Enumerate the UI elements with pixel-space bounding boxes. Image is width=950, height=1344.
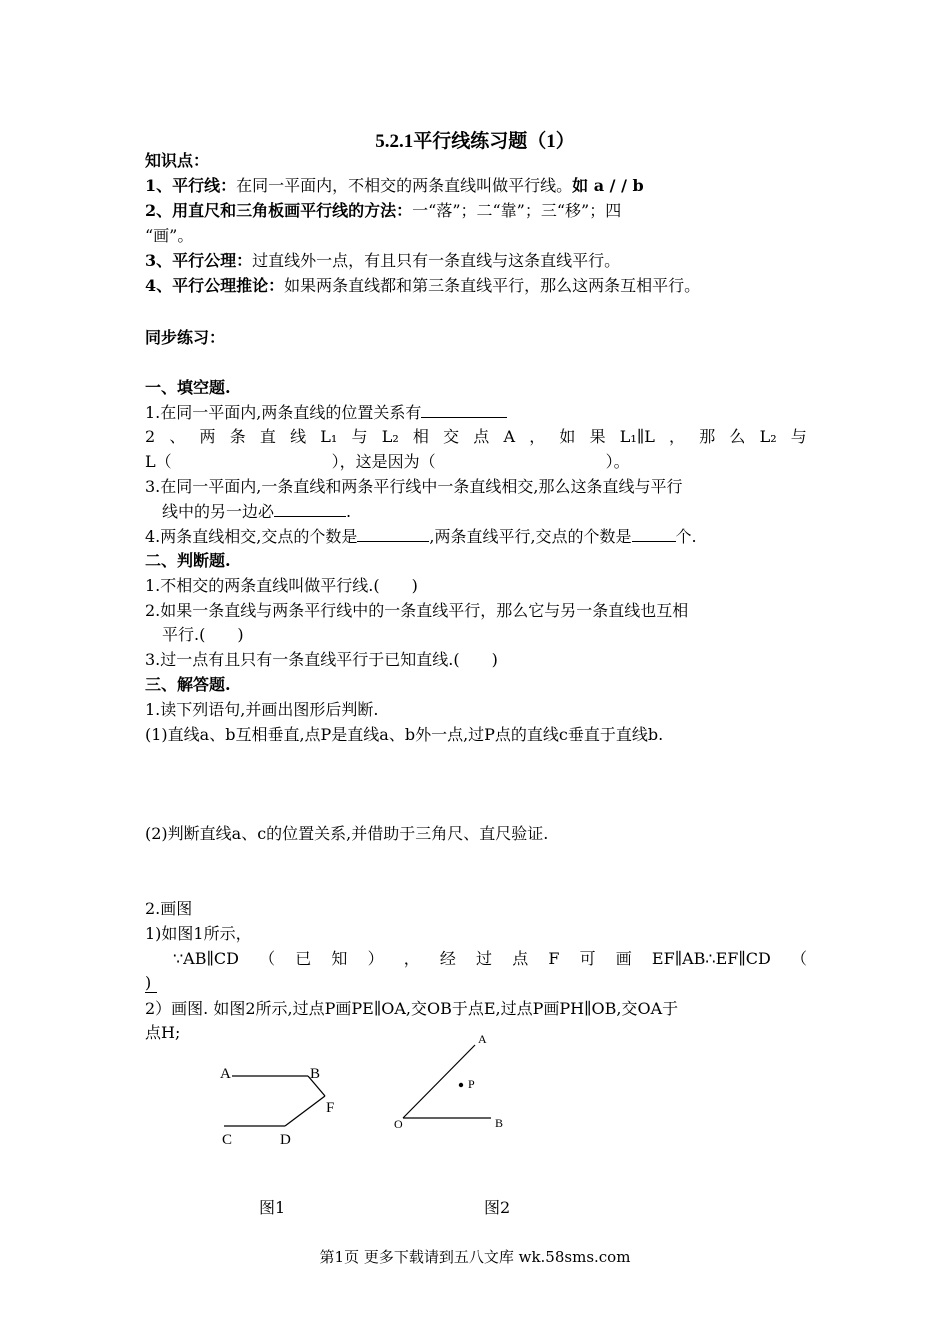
reasoning-word: 可 — [579, 949, 596, 968]
fig2-ray-oa — [403, 1045, 475, 1118]
judge-q1: 1.不相交的两条直线叫做平行线.( ) — [145, 576, 418, 595]
knowledge-1-label: 1、平行线： — [145, 176, 237, 195]
fill-q2-word: 么 — [729, 427, 746, 446]
solve-q2: 2.画图 — [145, 899, 193, 918]
page-footer: 第1页 更多下载请到五八文库 wk.58sms.com — [319, 1248, 631, 1266]
judge-q2: 2.如果一条直线与两条平行线中的一条直线平行，那么它与另一条直线也互相 — [145, 601, 689, 620]
fill-q2-word: L₁ — [320, 427, 338, 446]
fig1-label-f: F — [326, 1100, 335, 1116]
knowledge-1-tail: 如 a / / b — [572, 176, 644, 195]
reasoning-word: 经 — [439, 949, 456, 968]
fill-q2-word: 果 — [589, 427, 606, 446]
fig2-label-b: B — [495, 1116, 504, 1130]
knowledge-2-continuation: “画”。 — [145, 226, 194, 245]
judge-q2-continuation: 平行.( ) — [162, 625, 244, 644]
solve-q2-part2: 2）画图. 如图2所示,过点P画PE∥OA,交OB于点E,过点P画PH∥OB,交OA于 — [145, 999, 679, 1018]
fill-q2-word: 直 — [259, 427, 276, 446]
fill-q1-text: 1.在同一平面内,两条直线的位置关系有 — [145, 403, 422, 422]
fig2-label-o: O — [394, 1117, 403, 1131]
solve-q1: 1.读下列语句,并画出图形后判断. — [145, 700, 379, 719]
sync-heading: 同步练习： — [145, 328, 226, 347]
fill-q2-word: 交 — [443, 427, 460, 446]
fig2-point-p — [459, 1083, 463, 1087]
fill-q3-continuation — [162, 500, 351, 523]
reasoning-word: EF∥AB∴EF∥CD — [651, 949, 771, 968]
reasoning-word: 过 — [476, 949, 493, 968]
fill-q2-word: 与 — [790, 427, 807, 446]
fill-q2-word: L₂ — [759, 427, 777, 446]
fill-q2-word: ， — [669, 427, 686, 446]
judge-q3: 3.过一点有且只有一条直线平行于已知直线.( ) — [145, 650, 498, 669]
fill-q2-word: ， — [529, 427, 546, 446]
fill-q2-word: 两 — [199, 427, 216, 446]
knowledge-heading: 知识点： — [145, 151, 210, 170]
fill-q2-word: 相 — [412, 427, 429, 446]
knowledge-3-text: 过直线外一点，有且只有一条直线与这条直线平行。 — [252, 251, 621, 270]
fill-q4-text-c: 个. — [675, 527, 697, 546]
knowledge-2-label: 2、用直尺和三角板画平行线的方法： — [145, 201, 413, 220]
fill-q2 — [145, 426, 807, 448]
solve-q1-part1: (1)直线a、b互相垂直,点P是直线a、b外一点,过P点的直线c垂直于直线b. — [145, 725, 664, 744]
reasoning-word: 点 — [512, 949, 529, 968]
knowledge-item-2 — [145, 200, 621, 222]
fill-q2-word: 2 — [145, 427, 156, 446]
knowledge-3-label: 3、平行公理： — [145, 251, 253, 270]
reasoning-word: 画 — [615, 949, 632, 968]
fill-q4-blank-2[interactable] — [632, 525, 676, 542]
knowledge-4-label: 4、平行公理推论： — [145, 276, 285, 295]
fill-q2-word: L₁∥L — [619, 427, 655, 446]
fig1-label-a: A — [220, 1066, 231, 1082]
reasoning-word: ） — [367, 949, 384, 968]
figure-1-caption: 图1 — [259, 1198, 286, 1217]
solve-q2-part2-continuation: 点H; — [145, 1023, 181, 1042]
figure-2-caption: 图2 — [484, 1198, 511, 1217]
reasoning-word: （ — [790, 949, 807, 968]
knowledge-2-text: 一“落”；二“靠”；三“移”；四 — [412, 201, 622, 220]
fill-q2-continuation — [145, 451, 630, 473]
fig1-segment-fd — [285, 1096, 325, 1126]
fill-q4-blank-1[interactable] — [357, 525, 429, 542]
solve-q1-part2: (2)判断直线a、c的位置关系,并借助于三角尺、直尺验证. — [145, 824, 549, 843]
knowledge-item-4 — [145, 275, 700, 297]
fill-q2-word: 点 — [473, 427, 490, 446]
solve-heading: 三、解答题. — [145, 675, 231, 694]
judge-heading: 二、判断题. — [145, 551, 231, 570]
reasoning-word: （ — [259, 949, 276, 968]
solve-q2-part1-close — [145, 972, 157, 994]
solve-q2-part1-reasoning — [173, 948, 807, 970]
fill-q2-cont-b: ），这是因为（ — [331, 452, 436, 471]
reasoning-word: ∵AB∥CD — [173, 949, 239, 968]
fill-q3-cont-text: 线中的另一边必 — [162, 502, 275, 521]
fill-q3-end: . — [346, 502, 352, 521]
fill-q3: 3.在同一平面内,一条直线和两条平行线中一条直线相交,那么这条直线与平行 — [145, 477, 683, 496]
fig1-label-c: C — [222, 1132, 233, 1148]
fill-q2-word: 如 — [559, 427, 576, 446]
reasoning-word: ， — [403, 949, 420, 968]
solve-q2-part1: 1)如图1所示， — [145, 924, 252, 943]
reasoning-word: 已 — [295, 949, 312, 968]
fill-q3-blank[interactable] — [274, 500, 346, 517]
fill-q2-word: A — [503, 427, 516, 446]
fill-q2-cont-c: ）。 — [605, 452, 630, 471]
fill-heading: 一、填空题. — [145, 378, 231, 397]
reasoning-close-paren[interactable]: ) — [145, 973, 157, 993]
fill-q4-text-a: 4.两条直线相交,交点的个数是 — [145, 527, 358, 546]
page-title: 5.2.1平行线练习题（1） — [375, 131, 575, 152]
fill-q4-text-b: ,两条直线平行,交点的个数是 — [429, 527, 632, 546]
fig1-label-d: D — [280, 1132, 291, 1148]
fill-q1 — [145, 401, 507, 424]
fill-q2-word: 与 — [351, 427, 368, 446]
knowledge-item-3 — [145, 250, 620, 272]
fig2-label-p: P — [468, 1077, 475, 1091]
knowledge-4-text: 如果两条直线都和第三条直线平行，那么这两条互相平行。 — [284, 276, 701, 295]
knowledge-item-1 — [145, 175, 644, 197]
fill-q2-cont-a: L（ — [145, 452, 172, 471]
fill-q2-word: 条 — [229, 427, 246, 446]
knowledge-1-text: 在同一平面内，不相交的两条直线叫做平行线。 — [236, 176, 573, 195]
fill-q2-word: 、 — [169, 427, 186, 446]
figure-1 — [210, 1058, 350, 1153]
fill-q2-word: L₂ — [381, 427, 399, 446]
reasoning-word: F — [548, 949, 560, 968]
fill-q2-word: 那 — [699, 427, 716, 446]
reasoning-word: 知 — [331, 949, 348, 968]
fill-q1-blank[interactable] — [421, 401, 507, 418]
fig1-label-b: B — [310, 1066, 321, 1082]
fig2-label-a: A — [478, 1032, 487, 1046]
fill-q2-word: 线 — [290, 427, 307, 446]
fill-q4 — [145, 525, 697, 548]
figure-2 — [385, 1028, 520, 1138]
